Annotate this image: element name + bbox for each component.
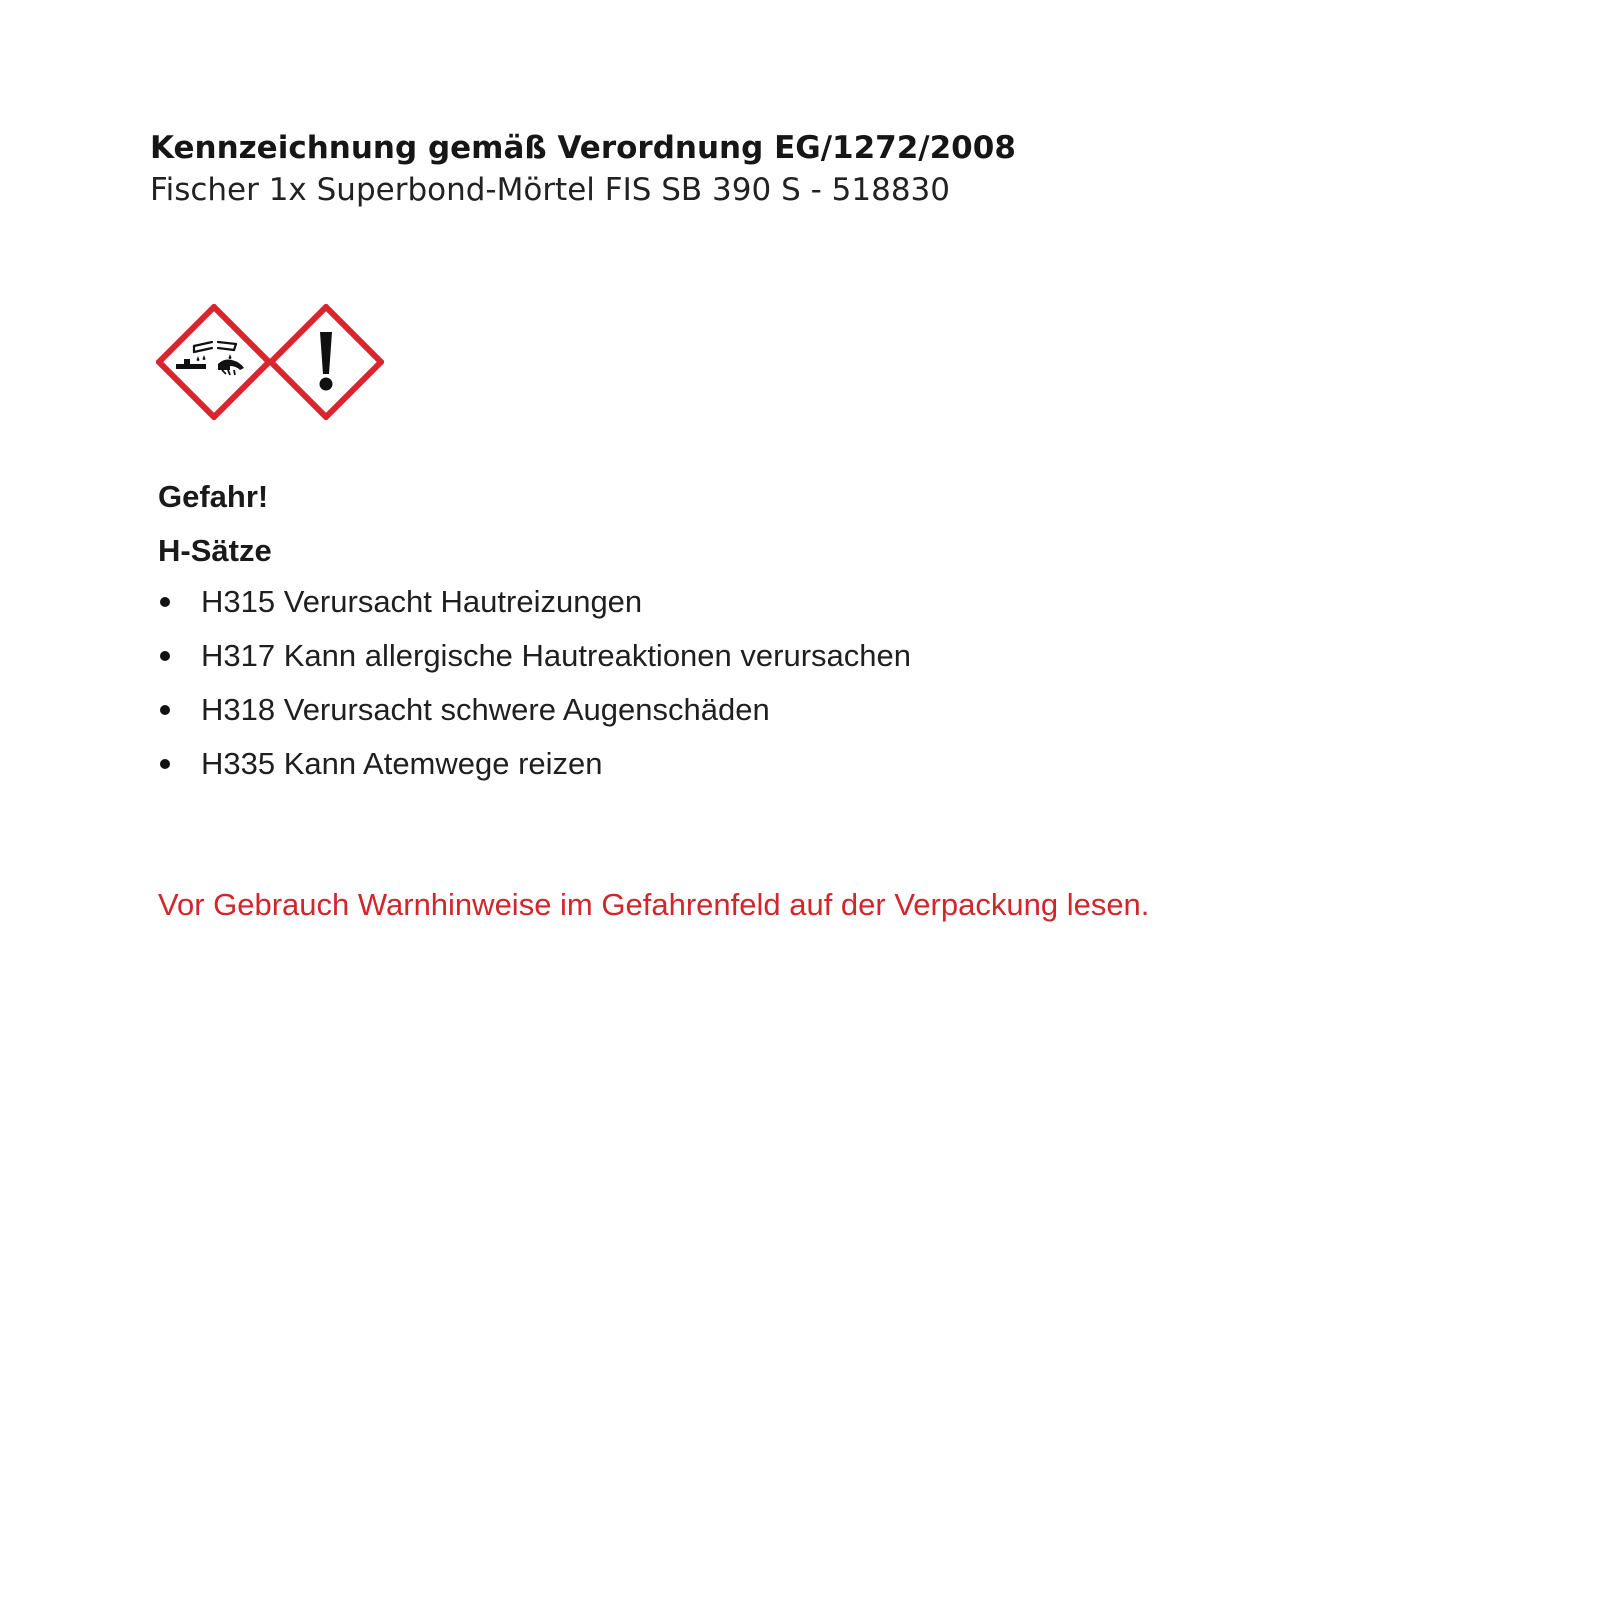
bullet-icon (160, 597, 170, 607)
usage-notice: Vor Gebrauch Warnhinweise im Gefahrenfeld auf der Verpackung lesen. (158, 887, 1150, 922)
h-statement-text: H335 Kann Atemwege reizen (201, 746, 603, 781)
ghs07-exclamation-icon (268, 304, 384, 420)
h-statement-text: H317 Kann allergische Hautreaktionen verursachen (201, 638, 911, 673)
bullet-icon (160, 705, 170, 715)
page-title: Kennzeichnung gemäß Verordnung EG/1272/2008 (150, 130, 1016, 166)
hazard-pictograms (156, 304, 386, 420)
product-name: Fischer 1x Superbond-Mörtel FIS SB 390 S - 518830 (150, 172, 950, 208)
h-statement-text: H318 Verursacht schwere Augenschäden (201, 692, 770, 727)
ghs05-corrosion-icon (156, 304, 272, 420)
bullet-icon (160, 759, 170, 769)
h-statement-text: H315 Verursacht Hautreizungen (201, 584, 643, 619)
h-statements-heading: H-Sätze (158, 533, 272, 568)
signal-word: Gefahr! (158, 479, 269, 514)
bullet-icon (160, 651, 170, 661)
